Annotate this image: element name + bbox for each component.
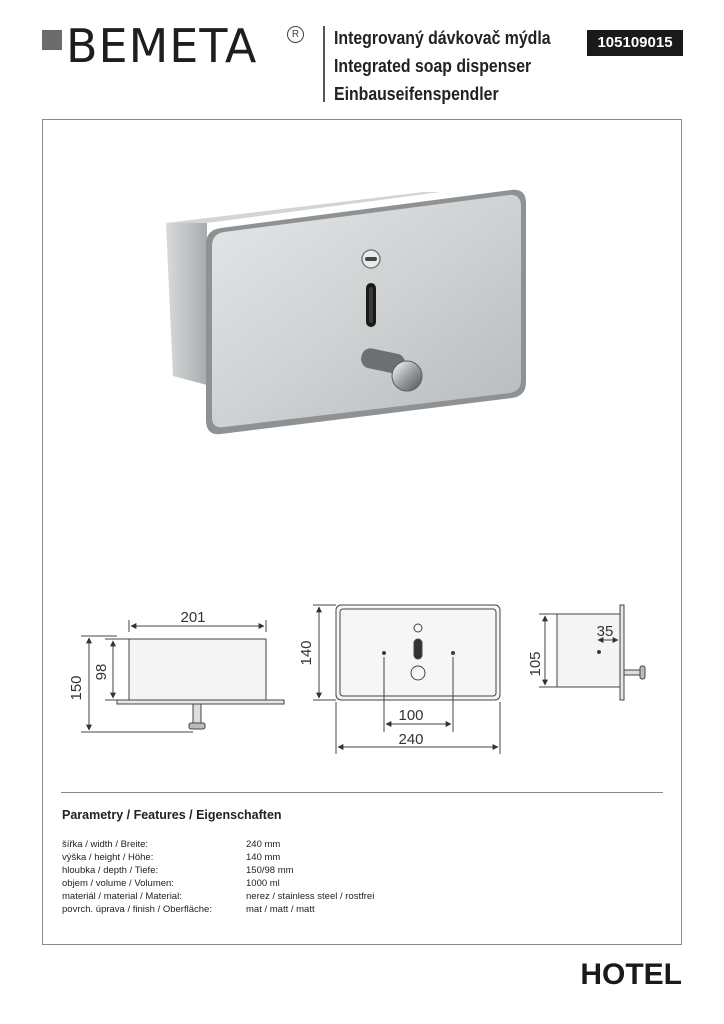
side-view-box	[129, 639, 266, 700]
dim-100-label: 100	[398, 707, 424, 724]
dim-240-label: 240	[398, 731, 424, 748]
spec-value: nerez / stainless steel / rostfrei	[246, 891, 375, 902]
spec-value: 1000 ml	[246, 878, 280, 889]
dim-35-label: 35	[596, 623, 614, 640]
spec-label: objem / volume / Volumen:	[62, 878, 174, 889]
registered-mark: R	[287, 26, 304, 43]
logo-mark	[42, 30, 62, 50]
title-german: Einbauseifenspendler	[334, 84, 499, 104]
features-divider	[61, 792, 663, 793]
profile-view-button-shaft	[624, 670, 642, 675]
spec-label: povrch. úprava / finish / Oberfläche:	[62, 904, 212, 915]
profile-view-hole	[598, 651, 601, 654]
spec-row	[62, 903, 374, 916]
side-view-drawing	[81, 620, 284, 732]
title-english: Integrated soap dispenser	[334, 56, 532, 76]
spec-value: mat / matt / matt	[246, 904, 315, 915]
spec-row	[62, 864, 374, 877]
side-view-button	[189, 723, 205, 729]
side-view-button-shaft	[193, 704, 201, 724]
product-code-badge: 105109015	[587, 30, 683, 56]
dim-140-label: 140	[298, 640, 315, 666]
title-czech: Integrovaný dávkovač mýdla	[334, 28, 551, 48]
features-title: Parametry / Features / Eigenschaften	[62, 808, 282, 822]
spec-value: 140 mm	[246, 852, 281, 863]
spec-row	[62, 877, 374, 890]
spec-label: hloubka / depth / Tiefe:	[62, 865, 159, 876]
profile-view-drawing	[539, 605, 645, 700]
header-divider	[323, 26, 325, 102]
side-view-flange	[117, 700, 284, 704]
dim-105-label: 105	[527, 651, 544, 677]
spec-label: materiál / material / Material:	[62, 891, 182, 902]
spec-value: 240 mm	[246, 839, 281, 850]
dim-150-label: 150	[68, 675, 85, 701]
spec-table	[62, 838, 374, 916]
spec-row	[62, 851, 374, 864]
dim-98-label: 98	[93, 663, 110, 681]
spec-label: výška / height / Höhe:	[62, 852, 154, 863]
profile-view-flange	[620, 605, 624, 700]
spec-value: 150/98 mm	[246, 865, 294, 876]
spec-label: šířka / width / Breite:	[62, 839, 149, 850]
mount-hole-left	[383, 652, 386, 655]
category-label: HOTEL	[580, 958, 682, 991]
profile-view-button	[640, 666, 645, 679]
dim-201-label: 201	[180, 609, 206, 626]
spec-row	[62, 890, 374, 903]
technical-drawings	[43, 120, 683, 780]
content-frame	[42, 119, 682, 945]
front-view-window	[414, 639, 422, 659]
spec-row	[62, 838, 374, 851]
mount-hole-right	[452, 652, 455, 655]
brand-logo: BEMETA	[66, 19, 258, 73]
product-titles	[334, 24, 580, 108]
